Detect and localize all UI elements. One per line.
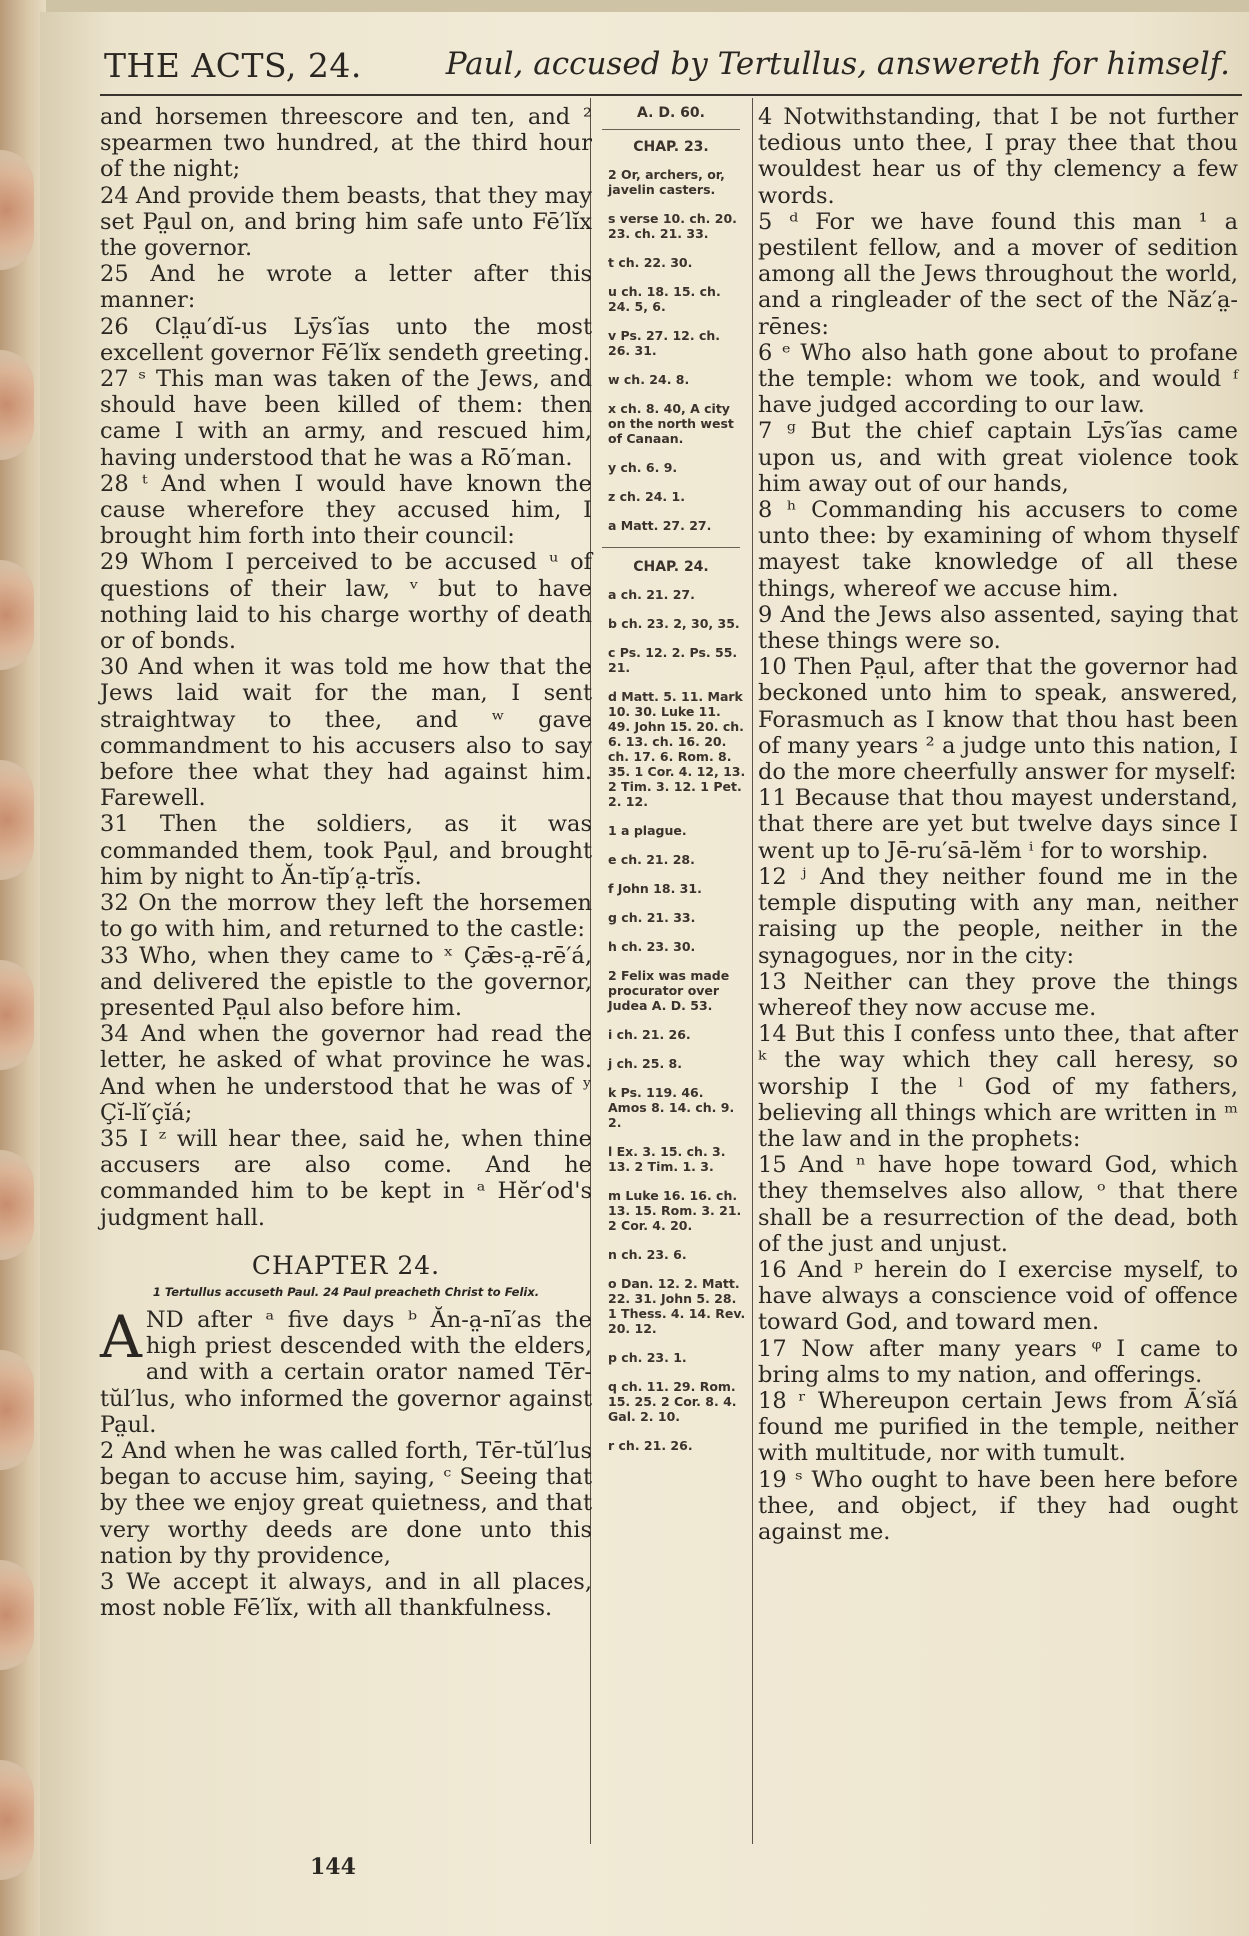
- cross-reference: 2 Or, archers, or, javelin casters.: [608, 167, 725, 197]
- cross-reference: x ch. 8. 40, A city on the north west of Canaan.: [608, 401, 734, 446]
- verse: 16 And ᵖ herein do I exercise myself, to have always a conscience void of offence toward God, and toward men.: [758, 1256, 1238, 1336]
- verse: 24 And provide them beasts, that they may set Pa̤ul on, and bring him safe unto Fē′lĭx the governor.: [100, 182, 592, 262]
- reference-divider: [602, 547, 740, 548]
- cross-reference: a Matt. 27. 27.: [608, 518, 712, 533]
- verse: 30 And when it was told me how that the Jews laid wait for the man, I sent straightway to thee, and ʷ gave commandment to his accusers also to say before thee what they had against him. Farewell.: [100, 654, 592, 812]
- verse: 34 And when the governor had read the letter, he asked of what province he was. And when he understood that he was of ʸ Çĭ-lĭ′çĭá;: [100, 1021, 592, 1126]
- cross-reference: r ch. 21. 26.: [608, 1438, 693, 1453]
- cross-reference: k Ps. 119. 46. Amos 8. 14. ch. 9. 2.: [608, 1085, 735, 1130]
- verse: 4 Notwithstanding, that I be not further tedious unto thee, I pray thee that thou wouldest hear us of thy clemency a few words.: [758, 104, 1238, 209]
- cross-reference: 2 Felix was made procurator over Judea A. D. 53.: [608, 968, 730, 1013]
- cross-reference: 1 a plague.: [608, 823, 687, 838]
- cross-reference: f John 18. 31.: [608, 881, 702, 896]
- running-header: [104, 42, 1240, 98]
- verse: 3 We accept it always, and in all places, most noble Fē′lĭx, with all thankfulness.: [100, 1568, 592, 1622]
- left-text-column: [100, 104, 592, 1621]
- cross-reference: m Luke 16. 16. ch. 13. 15. Rom. 3. 21. 2 Cor. 4. 20.: [608, 1188, 742, 1233]
- verse: 8 ʰ Commanding his accusers to come unto thee: by examining of whom thyself mayest take knowledge of all these things, whereof we accuse him.: [758, 497, 1238, 602]
- right-text-column: [758, 104, 1238, 1545]
- cross-reference: c Ps. 12. 2. Ps. 55. 21.: [608, 645, 738, 675]
- cross-reference-column: [596, 100, 746, 1467]
- verse: 10 Then Pa̤ul, after that the governor had beckoned unto him to speak, answered, Forasmuch as I know that thou hast been of many years ² a judge unto this nation, I do the more cheerfully answer for myself:: [758, 654, 1238, 786]
- header-rule: [100, 94, 1242, 96]
- chapter-heading: CHAPTER 24.: [251, 1250, 441, 1280]
- thumb-index-tab: [0, 760, 34, 880]
- cross-reference: h ch. 23. 30.: [608, 939, 696, 954]
- cross-reference: q ch. 11. 29. Rom. 15. 25. 2 Cor. 8. 4. Gal. 2. 10.: [608, 1379, 737, 1424]
- verse: [100, 1302, 592, 1438]
- cross-reference: v Ps. 27. 12. ch. 26. 31.: [608, 328, 721, 358]
- verse: 2 And when he was called forth, Tēr-tŭl′lus began to accuse him, saying, ᶜ Seeing that by thee we enjoy great quietness, and that very worthy deeds are done unto this nation by thy providence,: [100, 1437, 592, 1569]
- thumb-index-tab: [0, 150, 34, 270]
- verse: 5 ᵈ For we have found this man ¹ a pestilent fellow, and a mover of sedition among all the Jews throughout the world, and a ringleader of the sect of the Năz′a̤-rēnes:: [758, 208, 1238, 340]
- cross-reference: t ch. 22. 30.: [608, 255, 693, 270]
- cross-reference: e ch. 21. 28.: [608, 852, 695, 867]
- page-topic-title: Paul, accused by Tertullus, answereth for himself.: [445, 46, 1230, 82]
- page-number: 144: [310, 1854, 356, 1880]
- verse: and horsemen threescore and ten, and ² spearmen two hundred, at the third hour of the night;: [100, 104, 592, 183]
- verse: 33 Who, when they came to ˣ Çǣs-a̤-rē′á, and delivered the epistle to the governor, presented Pa̤ul also before him.: [100, 942, 592, 1021]
- verse: 7 ᵍ But the chief captain Lȳs′ĭas came upon us, and with great violence took him away out of our hands,: [758, 418, 1238, 497]
- cross-reference: y ch. 6. 9.: [608, 460, 678, 475]
- chapter-ref-label: CHAP. 24.: [633, 559, 709, 575]
- verse-text: ND after ᵃ five days ᵇ Ăn-a̤-nī′as the high priest descended with the elders, and with a certain orator named Tēr-tŭl′lus, who informed the governor against Pa̤ul.: [100, 1306, 592, 1438]
- cross-reference: w ch. 24. 8.: [608, 372, 690, 387]
- cross-reference: b ch. 23. 2, 30, 35.: [608, 616, 740, 631]
- book-chapter-title: THE ACTS, 24.: [104, 46, 362, 85]
- cross-reference: o Dan. 12. 2. Matt. 22. 31. John 5. 28. 1 Thess. 4. 14. Rev. 20. 12.: [608, 1276, 746, 1336]
- cross-reference: j ch. 25. 8.: [608, 1056, 682, 1071]
- verse: 15 And ⁿ have hope toward God, which they themselves also allow, ᵒ that there shall be a resurrection of the dead, both of the just and unjust.: [758, 1152, 1238, 1257]
- chapter-synopsis: 1 Tertullus accuseth Paul. 24 Paul preacheth Christ to Felix.: [152, 1284, 540, 1299]
- cross-reference: z ch. 24. 1.: [608, 489, 685, 504]
- verse: 26 Cla̤u′dĭ-us Lȳs′ĭas unto the most excellent governor Fē′lĭx sendeth greeting.: [100, 313, 592, 366]
- cross-reference: u ch. 18. 15. ch. 24. 5, 6.: [608, 284, 721, 314]
- cross-reference: d Matt. 5. 11. Mark 10. 30. Luke 11. 49. John 15. 20. ch. 6. 13. ch. 16. 20. ch. 17. 6. Rom. 8. 35. 1 Cor. 4. 12, 13. 2 Tim. 3. 12. 1 Pet. 2. 12.: [608, 689, 746, 809]
- year-label: A. D. 60.: [602, 100, 740, 130]
- thumb-index-tab: [0, 1350, 34, 1470]
- chapter-ref-label: CHAP. 23.: [633, 139, 709, 155]
- verse: 13 Neither can they prove the things whereof they now accuse me.: [758, 968, 1238, 1021]
- verse: 28 ᵗ And when I would have known the cause wherefore they accused him, I brought him forth into their council:: [100, 470, 592, 550]
- drop-cap: A: [100, 1302, 142, 1371]
- cross-reference: a ch. 21. 27.: [608, 587, 695, 602]
- verse: 12 ʲ And they neither found me in the temple disputing with any man, neither raising up the people, neither in the synagogues, nor in the city:: [758, 863, 1238, 969]
- verse: 29 Whom I perceived to be accused ᵘ of questions of their law, ᵛ but to have nothing laid to his charge worthy of death or of bonds.: [100, 549, 592, 655]
- thumb-index-tab: [0, 1760, 34, 1880]
- verse: 11 Because that thou mayest understand, that there are yet but twelve days since I went up to Jē-ru′sā-lĕm ⁱ for to worship.: [758, 785, 1238, 864]
- verse: 31 Then the soldiers, as it was commanded them, took Pa̤ul, and brought him by night to Ăn-tĭp′a̤-trĭs.: [100, 811, 592, 890]
- cross-reference: g ch. 21. 33.: [608, 910, 696, 925]
- verse: 27 ˢ This man was taken of the Jews, and should have been killed of them: then came I with an army, and rescued him, having understood that he was a Rō′man.: [100, 366, 592, 471]
- verse: 35 I ᶻ will hear thee, said he, when thine accusers are also come. And he commanded him to be kept in ᵃ Hĕr′od's judgment hall.: [100, 1125, 592, 1231]
- cross-reference: n ch. 23. 6.: [608, 1247, 687, 1262]
- verse: 18 ʳ Whereupon certain Jews from Ā′sĭá found me purified in the temple, neither with multitude, nor with tumult.: [758, 1387, 1238, 1467]
- verse: 25 And he wrote a letter after this manner:: [100, 261, 592, 314]
- verse: 19 ˢ Who ought to have been here before thee, and object, if they had ought against me.: [758, 1466, 1238, 1545]
- cross-reference: p ch. 23. 1.: [608, 1350, 687, 1365]
- cross-reference: i ch. 21. 26.: [608, 1027, 691, 1042]
- column-divider-right: [752, 98, 753, 1844]
- cross-reference: l Ex. 3. 15. ch. 3. 13. 2 Tim. 1. 3.: [608, 1144, 726, 1174]
- verse: 17 Now after many years ᵠ I came to bring alms to my nation, and offerings.: [758, 1335, 1238, 1388]
- verse: 9 And the Jews also assented, saying that these things were so.: [758, 601, 1238, 655]
- verse: 6 ᵉ Who also hath gone about to profane the temple: whom we took, and would ᶠ have judged according to our law.: [758, 339, 1238, 419]
- thumb-index-tab: [0, 350, 34, 460]
- thumb-index-tab: [0, 960, 34, 1070]
- verse: 32 On the morrow they left the horsemen to go with him, and returned to the castle:: [100, 890, 592, 943]
- thumb-index-tab: [0, 1150, 34, 1260]
- cross-reference: s verse 10. ch. 20. 23. ch. 21. 33.: [608, 211, 737, 241]
- thumb-index-tab: [0, 1560, 34, 1670]
- thumb-index-tab: [0, 560, 34, 670]
- verse: 14 But this I confess unto thee, that after ᵏ the way which they call heresy, so worship I the ˡ God of my fathers, believing all things which are written in ᵐ the law and in the prophets:: [758, 1021, 1238, 1152]
